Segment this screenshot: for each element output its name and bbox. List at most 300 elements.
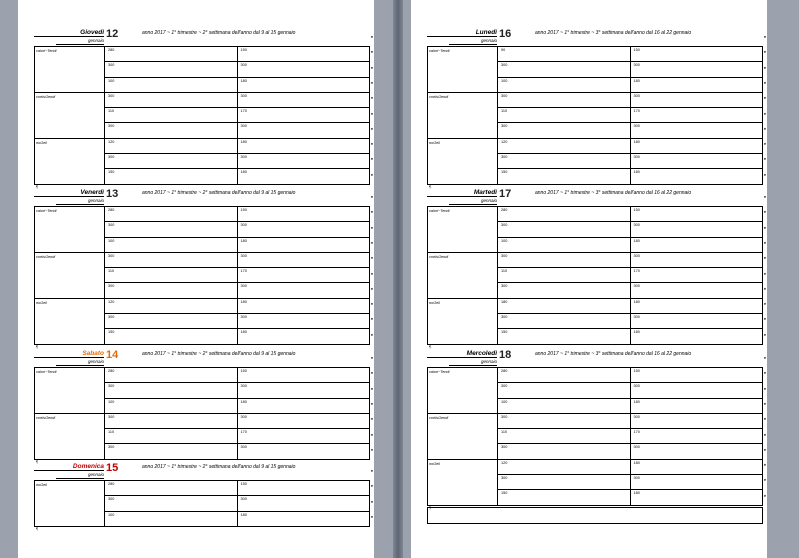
table-row — [105, 93, 369, 107]
table-cell[interactable]: 300 — [498, 222, 631, 236]
section-rows — [105, 368, 369, 413]
section-rows — [498, 299, 762, 344]
section-label: noGeli — [428, 299, 498, 344]
cell-end-mark: ¤ — [763, 400, 766, 406]
grid-section — [428, 368, 762, 413]
table-row — [105, 253, 369, 267]
table-row — [498, 168, 762, 183]
day-number: 15 — [106, 462, 119, 474]
table-cell[interactable]: 300 — [240, 497, 247, 502]
grid-section — [428, 47, 762, 92]
day-name: Sabato — [82, 350, 104, 357]
table-row — [498, 221, 762, 236]
table-cell[interactable]: 300 — [105, 93, 238, 107]
paragraph-mark: ¶ — [429, 183, 432, 189]
table-cell[interactable]: 110 — [498, 268, 631, 282]
table-cell[interactable]: 150 — [498, 490, 631, 504]
cell-end-mark: ¤ — [370, 468, 373, 473]
cell-end-mark: ¤ — [763, 416, 766, 422]
grid-section — [35, 481, 369, 526]
month-underline — [56, 44, 104, 45]
table-row — [105, 47, 369, 61]
page-right — [411, 0, 767, 558]
table-cell[interactable]: 300 — [498, 253, 631, 267]
table-row — [105, 267, 369, 282]
table-row — [105, 382, 369, 397]
section-rows — [498, 47, 762, 92]
day-month: gennaio — [87, 472, 104, 477]
grid-section — [428, 138, 762, 184]
cell-end-mark: ¤ — [370, 194, 373, 199]
table-cell[interactable]: 170 — [240, 430, 247, 435]
day-name: Venerdì — [80, 189, 104, 196]
grid-section — [35, 368, 369, 413]
table-cell[interactable]: 180 — [633, 491, 640, 496]
day-block — [427, 183, 766, 349]
section-rows — [105, 414, 369, 459]
cell-end-mark: ¤ — [370, 95, 373, 101]
cell-end-mark: ¤ — [763, 49, 766, 55]
table-cell[interactable]: 100 — [498, 78, 631, 92]
cell-end-mark: ¤ — [370, 431, 373, 437]
cell-end-mark: ¤ — [370, 224, 373, 230]
day-block — [34, 26, 373, 189]
cell-end-mark: ¤ — [763, 301, 766, 307]
table-cell[interactable]: 110 — [498, 429, 631, 443]
table-cell[interactable]: 300 — [498, 314, 631, 328]
cell-end-mark: ¤ — [763, 95, 766, 101]
table-cell[interactable]: 180 — [240, 299, 247, 304]
paragraph-mark: ¶ — [36, 343, 39, 349]
cell-end-mark: ¤ — [370, 301, 373, 307]
section-label: noGeli — [428, 139, 498, 184]
table-row — [498, 282, 762, 297]
table-row — [105, 313, 369, 328]
table-cell[interactable]: 110 — [105, 268, 238, 282]
table-row — [498, 474, 762, 489]
cell-end-mark: ¤ — [370, 79, 373, 85]
table-row — [105, 299, 369, 313]
section-rows — [105, 299, 369, 344]
blank-box — [427, 504, 763, 524]
table-cell[interactable]: 300 — [498, 93, 631, 107]
month-underline — [449, 365, 497, 366]
month-underline — [449, 204, 497, 205]
table-row — [498, 368, 762, 382]
cell-end-mark: ¤ — [763, 385, 766, 391]
table-cell[interactable]: 100 — [105, 512, 238, 526]
table-cell[interactable]: 100 — [498, 238, 631, 252]
section-label: noGeli — [35, 481, 105, 526]
table-cell[interactable]: 300 — [105, 62, 238, 76]
table-cell[interactable]: 300 — [633, 284, 640, 289]
grid-section — [35, 207, 369, 252]
table-cell[interactable]: 150 — [105, 169, 238, 183]
section-rows — [498, 368, 762, 413]
cell-end-mark: ¤ — [763, 462, 766, 468]
table-row — [105, 107, 369, 122]
cell-end-mark: ¤ — [763, 270, 766, 276]
day-number: 16 — [499, 28, 512, 40]
table-row — [498, 428, 762, 443]
table-row — [105, 328, 369, 343]
table-cell[interactable]: 300 — [498, 414, 631, 428]
cell-end-mark: ¤ — [370, 513, 373, 519]
section-label: cortisGendi — [35, 414, 105, 459]
table-cell[interactable]: 300 — [633, 445, 640, 450]
table-row — [105, 61, 369, 76]
day-name: Martedì — [473, 189, 497, 196]
paragraph-mark: ¶ — [36, 525, 39, 531]
day-block — [427, 26, 766, 189]
table-cell[interactable]: 300 — [240, 253, 247, 258]
table-row — [105, 122, 369, 137]
table-cell[interactable]: 110 — [498, 108, 631, 122]
cell-end-mark: ¤ — [763, 431, 766, 437]
table-row — [105, 428, 369, 443]
table-row — [498, 460, 762, 474]
day-description: anno 2017 ~ 1° trimestre ~ 2° settimana dell'anno dal 9 al 15 gennaio — [142, 351, 296, 357]
table-cell[interactable]: 300 — [498, 383, 631, 397]
table-cell[interactable]: 300 — [633, 155, 640, 160]
table-cell[interactable]: 150 — [498, 329, 631, 343]
table-row — [498, 313, 762, 328]
section-label: cortisGendi — [35, 253, 105, 298]
cell-end-mark: ¤ — [763, 141, 766, 147]
day-month: gennaio — [480, 38, 497, 43]
table-cell[interactable]: 170 — [240, 109, 247, 114]
table-cell[interactable]: 280 — [498, 368, 631, 382]
cell-end-mark: ¤ — [370, 370, 373, 376]
grid-section — [428, 207, 762, 252]
table-row — [498, 328, 762, 343]
cell-end-mark: ¤ — [370, 110, 373, 116]
table-cell[interactable]: 300 — [105, 283, 238, 297]
day-header — [34, 460, 370, 480]
table-cell[interactable]: 180 — [240, 170, 247, 175]
table-cell[interactable]: 150 — [633, 369, 640, 373]
table-cell[interactable]: 100 — [498, 399, 631, 413]
table-cell[interactable]: 300 — [105, 383, 238, 397]
page-gutter — [393, 0, 403, 558]
day-name: Giovedì — [80, 29, 104, 36]
table-cell[interactable]: 120 — [105, 139, 238, 153]
table-cell[interactable]: 280 — [105, 368, 238, 382]
section-label: cortisGendi — [35, 93, 105, 138]
grid-section — [428, 298, 762, 344]
cell-end-mark: ¤ — [370, 331, 373, 337]
day-header — [427, 347, 763, 367]
page-left — [18, 0, 374, 558]
grid-section — [428, 413, 762, 459]
table-cell[interactable]: 300 — [105, 444, 238, 458]
section-label: valori~Tendi — [428, 368, 498, 413]
cell-end-mark: ¤ — [370, 483, 373, 489]
cell-end-mark: ¤ — [370, 209, 373, 215]
cell-end-mark: ¤ — [370, 34, 373, 39]
table-row — [105, 511, 369, 526]
table-cell[interactable]: 150 — [633, 208, 640, 212]
cell-end-mark: ¤ — [763, 125, 766, 131]
cell-end-mark: ¤ — [763, 446, 766, 452]
cell-end-mark: ¤ — [763, 285, 766, 291]
table-cell[interactable]: 150 — [633, 48, 640, 52]
grid-section — [35, 413, 369, 459]
table-cell[interactable]: 300 — [105, 314, 238, 328]
table-cell[interactable]: 300 — [240, 223, 247, 228]
table-row — [105, 481, 369, 495]
table-row — [498, 382, 762, 397]
table-row — [498, 122, 762, 137]
table-cell[interactable]: 300 — [105, 154, 238, 168]
cell-end-mark: ¤ — [370, 255, 373, 261]
table-cell[interactable]: 120 — [498, 460, 631, 474]
table-row — [105, 398, 369, 413]
section-rows — [498, 414, 762, 459]
section-label: valori~Tendi — [428, 207, 498, 252]
table-cell[interactable]: 150 — [105, 329, 238, 343]
day-block — [34, 183, 373, 349]
day-name: Lunedì — [475, 29, 497, 36]
table-row — [498, 153, 762, 168]
section-rows — [498, 460, 762, 505]
table-row — [498, 489, 762, 504]
section-label: cortisGendi — [428, 93, 498, 138]
table-row — [105, 168, 369, 183]
day-header — [427, 183, 763, 206]
table-cell[interactable]: 170 — [633, 269, 640, 274]
table-row — [498, 414, 762, 428]
table-cell[interactable]: 300 — [240, 315, 247, 320]
table-cell[interactable]: 300 — [240, 124, 247, 129]
table-cell[interactable]: 300 — [633, 315, 640, 320]
cell-end-mark: ¤ — [763, 331, 766, 337]
grid-section — [428, 459, 762, 505]
table-cell[interactable]: 180 — [240, 78, 247, 83]
cell-end-mark: ¤ — [370, 316, 373, 322]
day-header — [34, 183, 370, 206]
table-cell[interactable]: 300 — [498, 475, 631, 489]
cell-end-mark: ¤ — [370, 125, 373, 131]
table-row — [498, 47, 762, 61]
table-cell[interactable]: 170 — [633, 430, 640, 435]
section-rows — [105, 47, 369, 92]
table-row — [498, 237, 762, 252]
section-rows — [498, 253, 762, 298]
section-rows — [105, 93, 369, 138]
day-block — [427, 347, 766, 510]
table-row — [105, 221, 369, 236]
table-row — [105, 139, 369, 153]
day-number: 13 — [106, 188, 119, 200]
day-grid — [34, 367, 370, 460]
table-cell[interactable]: 180 — [633, 139, 640, 144]
table-cell[interactable]: 150 — [498, 169, 631, 183]
section-label: valori~Tendi — [35, 47, 105, 92]
table-cell[interactable]: 300 — [105, 253, 238, 267]
cell-end-mark: ¤ — [763, 64, 766, 70]
month-underline — [449, 44, 497, 45]
table-cell[interactable]: 180 — [240, 139, 247, 144]
table-cell[interactable]: 300 — [498, 154, 631, 168]
day-number: 14 — [106, 349, 119, 361]
cell-end-mark: ¤ — [763, 194, 766, 199]
table-cell[interactable]: 180 — [498, 299, 631, 313]
cell-end-mark: ¤ — [370, 400, 373, 406]
day-number: 12 — [106, 28, 119, 40]
table-cell[interactable]: 180 — [633, 170, 640, 175]
table-cell[interactable]: 180 — [240, 238, 247, 243]
table-row — [105, 282, 369, 297]
table-row — [105, 237, 369, 252]
day-description: anno 2017 ~ 1° trimestre ~ 3° settimana dell'anno dal 16 al 22 gennaio — [535, 30, 692, 36]
table-cell[interactable]: 110 — [105, 429, 238, 443]
table-cell[interactable]: 300 — [633, 124, 640, 129]
day-grid — [427, 46, 763, 185]
section-rows — [105, 207, 369, 252]
day-header — [427, 26, 763, 46]
table-cell[interactable]: 300 — [633, 253, 640, 258]
table-cell[interactable]: 300 — [240, 445, 247, 450]
table-cell[interactable]: 280 — [498, 207, 631, 221]
cell-end-mark: ¤ — [370, 239, 373, 245]
table-cell[interactable]: 150 — [240, 208, 247, 212]
table-row — [498, 267, 762, 282]
day-month: gennaio — [87, 359, 104, 364]
table-cell[interactable]: 180 — [633, 399, 640, 404]
table-row — [498, 443, 762, 458]
table-cell[interactable]: 180 — [240, 512, 247, 517]
table-cell[interactable]: 170 — [240, 269, 247, 274]
section-label: noGeli — [35, 139, 105, 184]
table-cell[interactable]: 300 — [240, 284, 247, 289]
cell-end-mark: ¤ — [763, 79, 766, 85]
table-cell[interactable]: 120 — [105, 299, 238, 313]
table-cell[interactable]: 150 — [240, 48, 247, 52]
section-label: noGeli — [428, 460, 498, 505]
table-cell[interactable]: 300 — [498, 283, 631, 297]
grid-section — [428, 92, 762, 138]
table-row — [105, 368, 369, 382]
table-cell[interactable]: 100 — [105, 78, 238, 92]
grid-section — [428, 252, 762, 298]
cell-end-mark: ¤ — [370, 446, 373, 452]
table-row — [498, 253, 762, 267]
table-cell[interactable]: 180 — [633, 460, 640, 465]
table-cell[interactable]: 280 — [105, 207, 238, 221]
paragraph-mark: ¶ — [36, 183, 39, 189]
cell-end-mark: ¤ — [763, 255, 766, 261]
cell-end-mark: ¤ — [370, 498, 373, 504]
table-cell[interactable]: 180 — [633, 299, 640, 304]
day-grid — [34, 480, 370, 527]
section-rows — [105, 139, 369, 184]
day-header — [34, 347, 370, 367]
cell-end-mark: ¤ — [763, 239, 766, 245]
paragraph-mark: ¶ — [429, 343, 432, 349]
table-cell[interactable]: 180 — [240, 330, 247, 335]
cell-end-mark: ¤ — [370, 285, 373, 291]
cell-end-mark: ¤ — [763, 110, 766, 116]
day-block — [34, 460, 373, 531]
table-row — [105, 77, 369, 92]
table-cell[interactable]: 180 — [633, 78, 640, 83]
day-description: anno 2017 ~ 1° trimestre ~ 2° settimana dell'anno dal 9 al 15 gennaio — [142, 190, 296, 196]
table-cell[interactable]: 110 — [105, 108, 238, 122]
table-cell[interactable]: 170 — [633, 109, 640, 114]
grid-section — [35, 138, 369, 184]
table-cell[interactable]: 300 — [633, 384, 640, 389]
table-cell[interactable]: 300 — [633, 63, 640, 68]
table-cell[interactable]: 180 — [633, 238, 640, 243]
table-row — [105, 207, 369, 221]
table-cell[interactable]: 300 — [498, 444, 631, 458]
table-cell[interactable]: 100 — [105, 399, 238, 413]
day-number: 18 — [499, 349, 512, 361]
cell-end-mark: ¤ — [370, 64, 373, 70]
month-underline — [56, 478, 104, 479]
table-cell[interactable]: 300 — [105, 414, 238, 428]
section-label: cortisGendi — [428, 253, 498, 298]
table-cell[interactable]: 300 — [498, 62, 631, 76]
table-cell[interactable]: 300 — [633, 414, 640, 419]
cell-end-mark: ¤ — [763, 316, 766, 322]
table-cell[interactable]: 90 — [498, 47, 631, 61]
table-cell[interactable]: 180 — [240, 399, 247, 404]
section-label: cortisGendi — [428, 414, 498, 459]
table-row — [498, 93, 762, 107]
table-cell[interactable]: 150 — [240, 369, 247, 373]
grid-section — [35, 252, 369, 298]
table-cell[interactable]: 300 — [105, 496, 238, 510]
table-row — [498, 107, 762, 122]
table-cell[interactable]: 300 — [498, 123, 631, 137]
grid-section — [35, 47, 369, 92]
cell-end-mark: ¤ — [370, 156, 373, 162]
cell-end-mark: ¤ — [763, 171, 766, 177]
table-cell[interactable]: 300 — [240, 414, 247, 419]
day-header — [34, 26, 370, 46]
table-cell[interactable]: 280 — [105, 47, 238, 61]
section-rows — [105, 481, 369, 526]
table-row — [105, 153, 369, 168]
section-label: valori~Tendi — [428, 47, 498, 92]
section-label: valori~Tendi — [35, 207, 105, 252]
table-cell[interactable]: 180 — [633, 330, 640, 335]
table-cell[interactable]: 300 — [240, 384, 247, 389]
paragraph-mark: ¶ — [36, 458, 39, 464]
table-cell[interactable]: 300 — [105, 222, 238, 236]
table-cell[interactable]: 100 — [105, 238, 238, 252]
table-row — [498, 299, 762, 313]
table-cell[interactable]: 300 — [240, 93, 247, 98]
table-cell[interactable]: 120 — [498, 139, 631, 153]
cell-end-mark: ¤ — [763, 370, 766, 376]
table-cell[interactable]: 150 — [240, 482, 247, 486]
cell-end-mark: ¤ — [370, 49, 373, 55]
table-cell[interactable]: 300 — [633, 476, 640, 481]
cell-end-mark: ¤ — [763, 492, 766, 498]
section-rows — [498, 93, 762, 138]
table-cell[interactable]: 300 — [633, 223, 640, 228]
table-cell[interactable]: 300 — [105, 123, 238, 137]
table-cell[interactable]: 300 — [240, 155, 247, 160]
day-grid — [427, 206, 763, 345]
table-cell[interactable]: 280 — [105, 481, 238, 495]
table-cell[interactable]: 300 — [240, 63, 247, 68]
table-cell[interactable]: 300 — [633, 93, 640, 98]
day-month: gennaio — [87, 38, 104, 43]
